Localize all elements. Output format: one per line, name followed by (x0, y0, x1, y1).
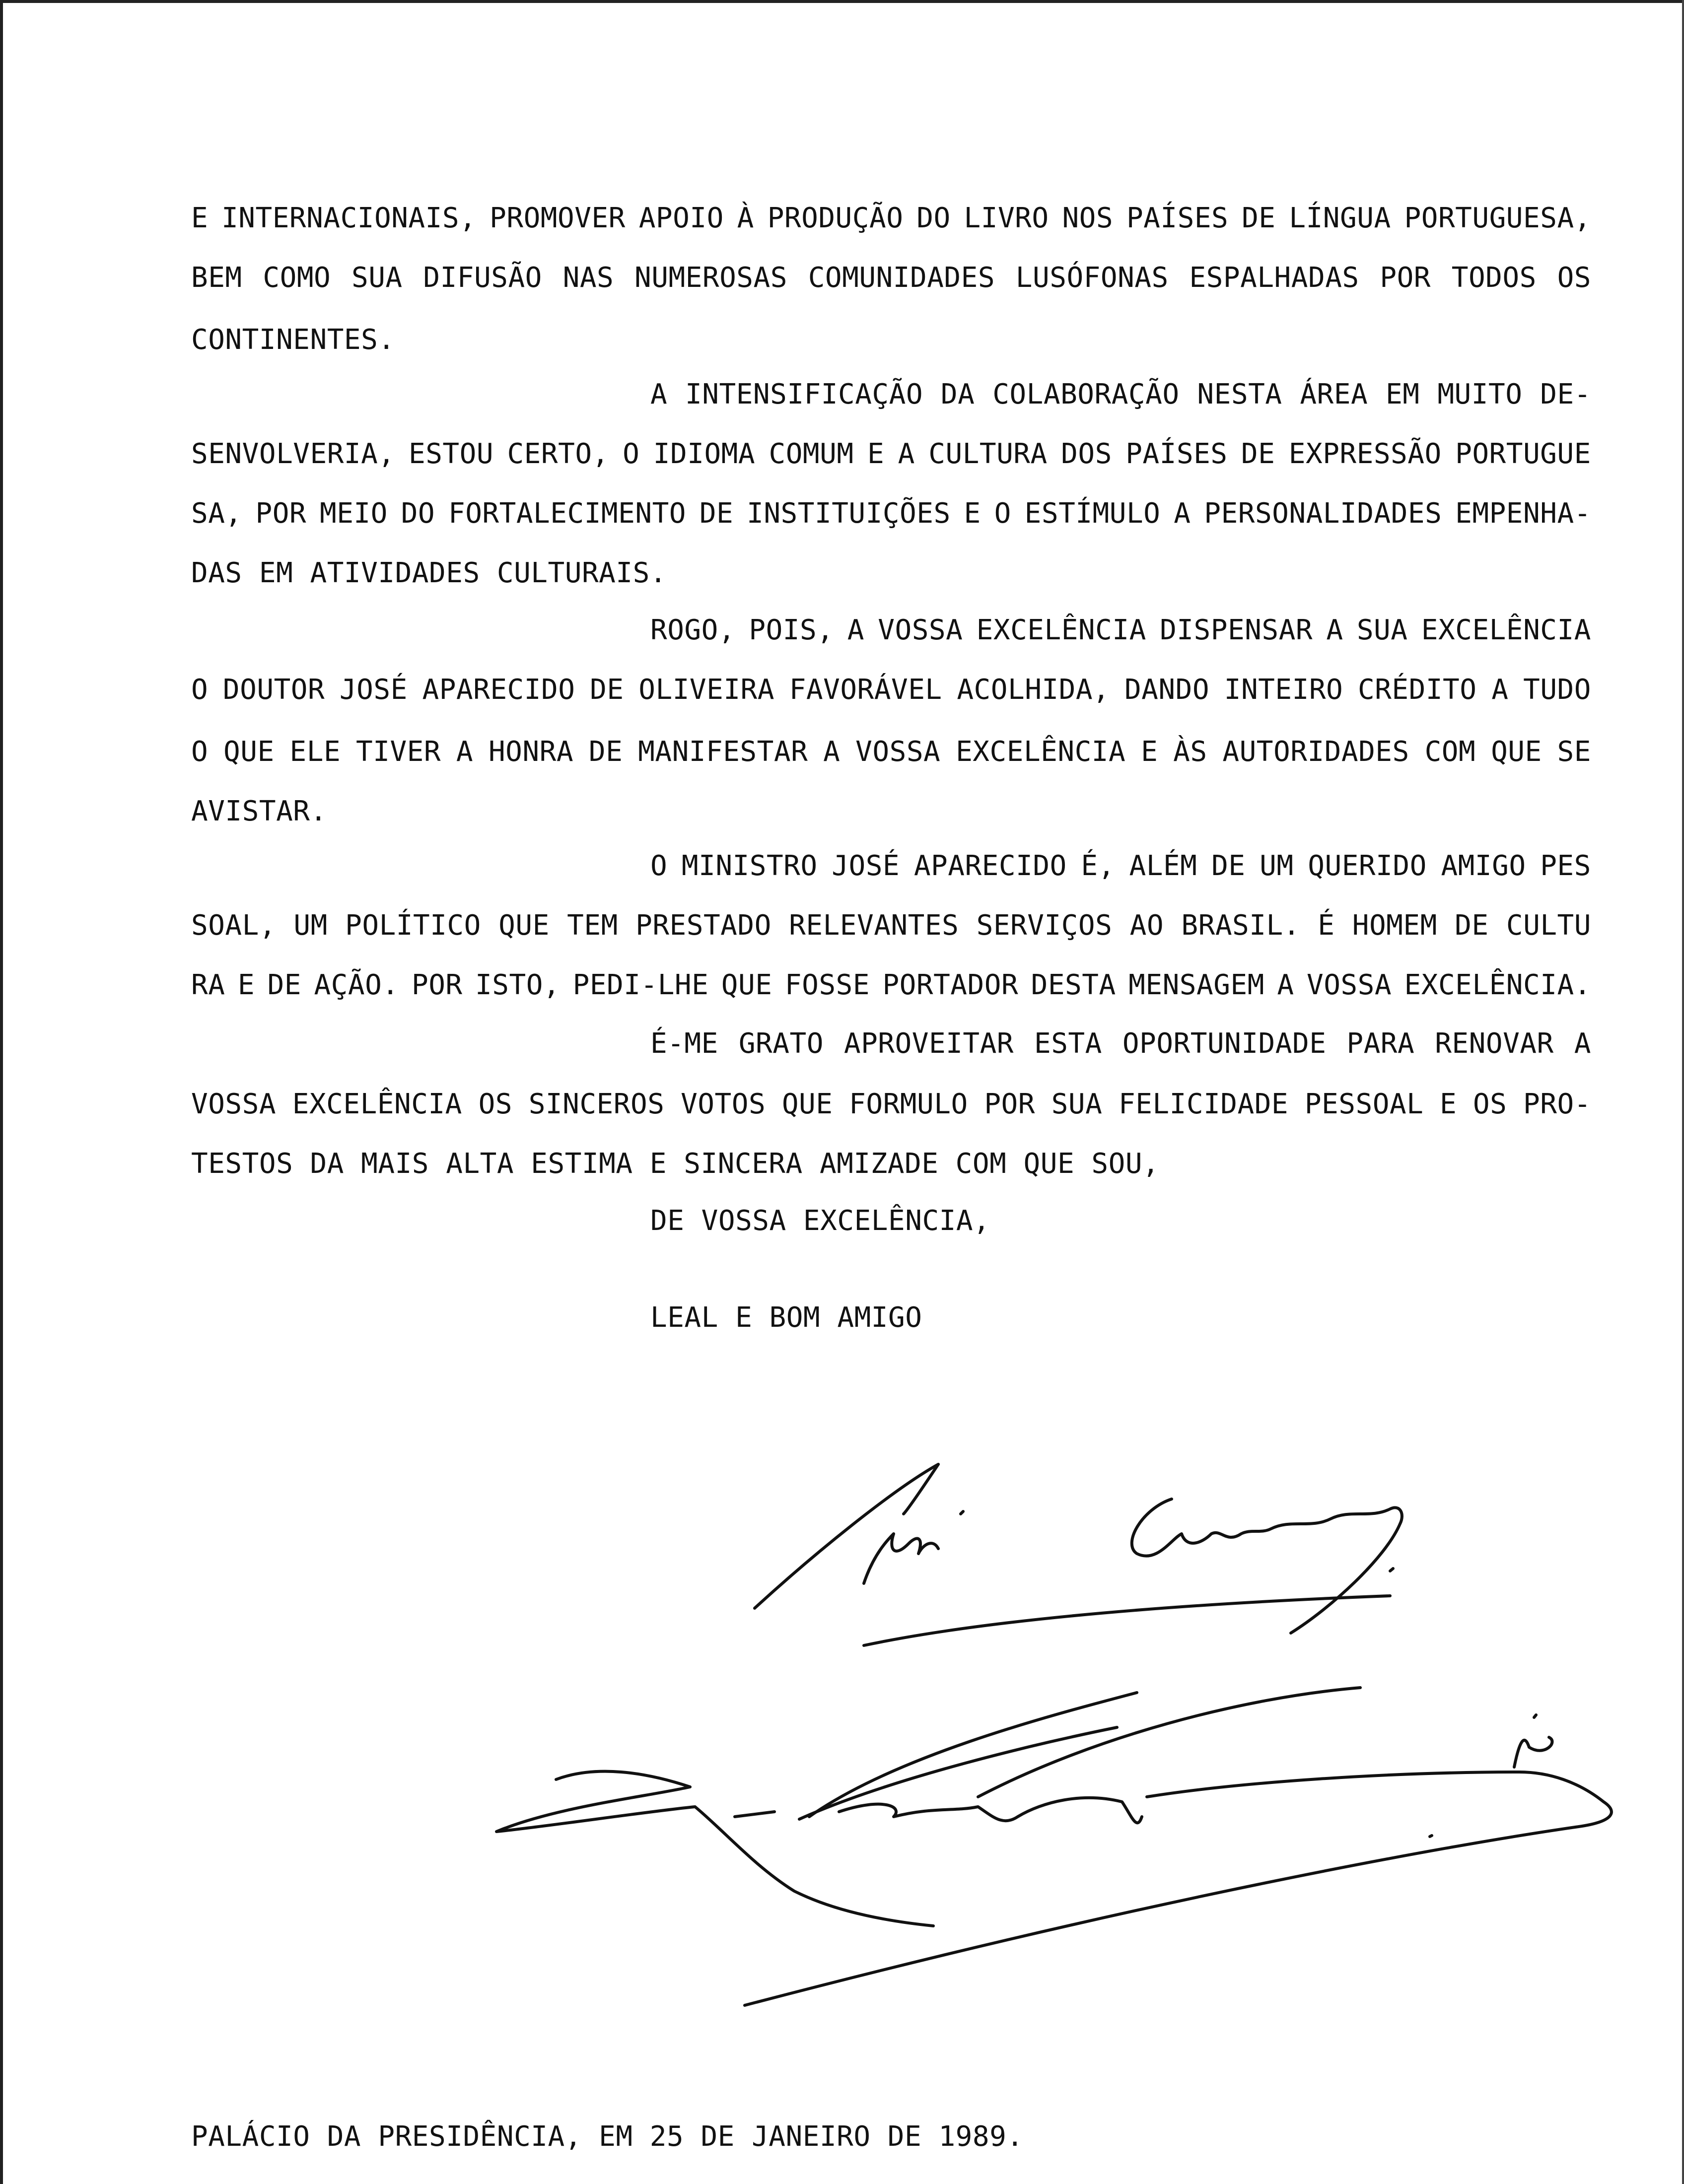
word: CRÉDITO (1357, 674, 1477, 706)
word: ROGO, (650, 614, 736, 646)
word: VOTOS (681, 1088, 766, 1120)
word: VOSSA (1306, 969, 1392, 1001)
word: ALÉM (1129, 850, 1197, 882)
word: ÀS (1173, 736, 1207, 768)
word: EXCELÊNCIA (292, 1088, 462, 1120)
word: DE (699, 497, 734, 530)
word: OS (478, 1088, 513, 1120)
word: NAS (562, 262, 614, 294)
word: E (964, 497, 981, 530)
word: QUE (1491, 736, 1542, 768)
word: INSTITUIÇÕES (747, 497, 951, 530)
letter-line-15 (650, 1026, 1591, 1061)
word: ESPALHADAS (1189, 262, 1359, 294)
word: POLÍTICO (345, 909, 481, 942)
word: QUE (498, 909, 550, 942)
word: PRODUÇÃO (767, 202, 904, 234)
word: E (1440, 1088, 1457, 1120)
word: A (847, 614, 864, 646)
word: FAVORÁVEL (789, 674, 942, 706)
word: POIS, (749, 614, 834, 646)
word: O (191, 736, 209, 768)
word: A (456, 736, 474, 768)
word: CULTU (1506, 909, 1591, 942)
word: DE (267, 969, 301, 1001)
letter-line-8 (650, 613, 1591, 648)
word: E (867, 438, 885, 470)
word: FOSSE (784, 969, 870, 1001)
word: PARA (1346, 1027, 1415, 1060)
word: RELEVANTES (789, 909, 959, 942)
word: ISTO, (475, 969, 561, 1001)
word: É, (1081, 850, 1115, 882)
word: EXCELÊNCIA (1421, 614, 1591, 646)
word: GRATO (738, 1027, 824, 1060)
word: CERTO, (507, 438, 609, 470)
word: NOS (1062, 202, 1114, 234)
word: MANIFESTAR (638, 736, 808, 768)
word: NESTA (1197, 378, 1282, 410)
word: SERVIÇOS (976, 909, 1113, 942)
word: PAÍSES (1125, 438, 1228, 470)
word: APROVEITAR (843, 1027, 1014, 1060)
word: DOUTOR (222, 674, 325, 706)
word: EXPRESSÃO (1288, 438, 1442, 470)
letter-line-4 (650, 377, 1591, 412)
word: QUE (721, 969, 772, 1001)
word: EXCELÊNCIA (976, 614, 1146, 646)
word: INTEIRO (1224, 674, 1343, 706)
place-date-footer: PALÁCIO DA PRESIDÊNCIA, EM 25 DE JANEIRO DE 1989. (191, 2120, 1024, 2153)
word: EXCELÊNCIA. (1404, 969, 1591, 1001)
letter-line-17: TESTOS DA MAIS ALTA ESTIMA E SINCERA AMIZADE COM QUE SOU, (191, 1148, 1160, 1180)
word: VOSSA (191, 1088, 277, 1120)
word: UM (293, 909, 328, 942)
word: DIFUSÃO (423, 262, 542, 294)
letter-line-12 (650, 849, 1591, 884)
word: OS (1557, 262, 1591, 294)
word: DESTA (1031, 969, 1116, 1001)
secondary-signature (496, 1688, 1612, 2005)
word: A (1174, 497, 1191, 530)
word: DE- (1540, 378, 1591, 410)
word: DISPENSAR (1160, 614, 1313, 646)
word: PORTUGUESA, (1404, 202, 1591, 234)
word: SUA (1356, 614, 1408, 646)
word: PESSOAL (1304, 1088, 1424, 1120)
word: FELICIDADE (1119, 1088, 1289, 1120)
word: NUMEROSAS (634, 262, 787, 294)
word: SOAL, (191, 909, 277, 942)
word: DANDO (1124, 674, 1210, 706)
word: A (898, 438, 915, 470)
word: DE (1455, 909, 1489, 942)
word: RA (191, 969, 225, 1001)
letter-line-1 (191, 201, 1591, 236)
page-border-top (0, 0, 1684, 3)
word: LUSÓFONAS (1015, 262, 1169, 294)
word: FORTALECIMENTO (448, 497, 686, 530)
letter-line-2 (191, 261, 1591, 295)
word: DO (916, 202, 951, 234)
word: EM (1386, 378, 1420, 410)
word: SINCEROS (528, 1088, 665, 1120)
word: ACOLHIDA, (957, 674, 1110, 706)
word: A (650, 378, 668, 410)
page-border-right (1682, 0, 1684, 2184)
word: SENVOLVERIA, (191, 438, 395, 470)
word: E (237, 969, 255, 1001)
word: PERSONALIDADES (1204, 497, 1442, 530)
word: DE (1211, 850, 1246, 882)
word: À (737, 202, 754, 234)
closing-salutation: DE VOSSA EXCELÊNCIA, (650, 1205, 990, 1237)
word: COMO (263, 262, 331, 294)
word: EXCELÊNCIA (956, 736, 1126, 768)
word: POR (1380, 262, 1431, 294)
word: LÍNGUA (1289, 202, 1391, 234)
word: A (1277, 969, 1294, 1001)
word: DOS (1061, 438, 1112, 470)
word: OPORTUNIDADE (1122, 1027, 1327, 1060)
letter-line-11: AVISTAR. (191, 795, 327, 827)
word: VOSSA (855, 736, 941, 768)
word: O (191, 674, 209, 706)
word: MINISTRO (681, 850, 818, 882)
word: FORMULO (849, 1088, 968, 1120)
word: CULTURA (928, 438, 1048, 470)
letter-line-10 (191, 735, 1591, 769)
primary-signature (755, 1464, 1402, 1645)
word: PES (1540, 850, 1591, 882)
word: ESTA (1034, 1027, 1102, 1060)
word: VOSSA (878, 614, 963, 646)
word: ESTÍMULO (1024, 497, 1161, 530)
word: APARECIDO (422, 674, 575, 706)
word: O (994, 497, 1011, 530)
word: É (1318, 909, 1335, 942)
letter-line-16 (191, 1087, 1591, 1122)
word: QUE (781, 1088, 833, 1120)
word: DE (590, 674, 624, 706)
word: A (1574, 1027, 1591, 1060)
closing-signoff: LEAL E BOM AMIGO (650, 1301, 922, 1334)
word: COM (1424, 736, 1476, 768)
word: PORTUGUE (1455, 438, 1591, 470)
word: ELE (289, 736, 341, 768)
word: AMIGO (1441, 850, 1526, 882)
word: APARECIDO (913, 850, 1067, 882)
word: RENOVAR (1435, 1027, 1554, 1060)
word: A (1326, 614, 1343, 646)
letter-line-3: CONTINENTES. (191, 324, 395, 356)
word: AUTORIDADES (1222, 736, 1409, 768)
word: POR (984, 1088, 1035, 1120)
word: TIVER (356, 736, 441, 768)
word: INTERNACIONAIS, (221, 202, 477, 234)
word: COMUM (769, 438, 854, 470)
word: ESTOU (408, 438, 494, 470)
word: APOIO (638, 202, 724, 234)
word: O (623, 438, 640, 470)
letter-line-13 (191, 908, 1591, 943)
word: OLIVEIRA (638, 674, 774, 706)
word: A (1491, 674, 1509, 706)
word: BRASIL. (1181, 909, 1300, 942)
letter-line-7: DAS EM ATIVIDADES CULTURAIS. (191, 557, 667, 589)
word: COMUNIDADES (808, 262, 995, 294)
word: IDIOMA (653, 438, 756, 470)
word: POR (255, 497, 307, 530)
word: MENSAGEM (1128, 969, 1264, 1001)
word: INTENSIFICAÇÃO (685, 378, 923, 410)
word: PEDI-LHE (572, 969, 709, 1001)
word: O (650, 850, 668, 882)
word: POR (411, 969, 463, 1001)
page-border-left (0, 0, 3, 2184)
word: LIVRO (964, 202, 1049, 234)
letter-line-9 (191, 673, 1591, 707)
word: DE (588, 736, 623, 768)
word: PORTADOR (882, 969, 1019, 1001)
word: HOMEM (1352, 909, 1437, 942)
word: DE (1241, 438, 1275, 470)
word: MEIO (320, 497, 388, 530)
word: BEM (191, 262, 242, 294)
word: TODOS (1451, 262, 1537, 294)
word: HONRA (488, 736, 574, 768)
word: JOSÉ (832, 850, 900, 882)
word: SE (1557, 736, 1591, 768)
word: EMPENHA- (1455, 497, 1591, 530)
word: ÁREA (1300, 378, 1368, 410)
word: PRESTADO (635, 909, 772, 942)
word: QUE (223, 736, 275, 768)
word: E (1141, 736, 1158, 768)
word: SUA (351, 262, 403, 294)
letter-line-14 (191, 968, 1591, 1003)
word: TUDO (1523, 674, 1591, 706)
word: E (191, 202, 209, 234)
word: OS (1473, 1088, 1507, 1120)
letter-line-6 (191, 496, 1591, 531)
word: TEM (567, 909, 618, 942)
word: DA (940, 378, 975, 410)
word: PRO- (1523, 1088, 1591, 1120)
word: QUERIDO (1308, 850, 1427, 882)
word: SUA (1051, 1088, 1103, 1120)
word: PAÍSES (1126, 202, 1229, 234)
word: AÇÃO. (314, 969, 399, 1001)
word: UM (1260, 850, 1294, 882)
word: JOSÉ (339, 674, 408, 706)
letter-line-5 (191, 437, 1591, 472)
word: É-ME (650, 1027, 718, 1060)
word: MUITO (1437, 378, 1523, 410)
word: AO (1129, 909, 1164, 942)
word: A (823, 736, 841, 768)
word: SA, (191, 497, 242, 530)
word: DO (401, 497, 435, 530)
word: PROMOVER (490, 202, 626, 234)
word: DE (1242, 202, 1276, 234)
word: COLABORAÇÃO (992, 378, 1180, 410)
